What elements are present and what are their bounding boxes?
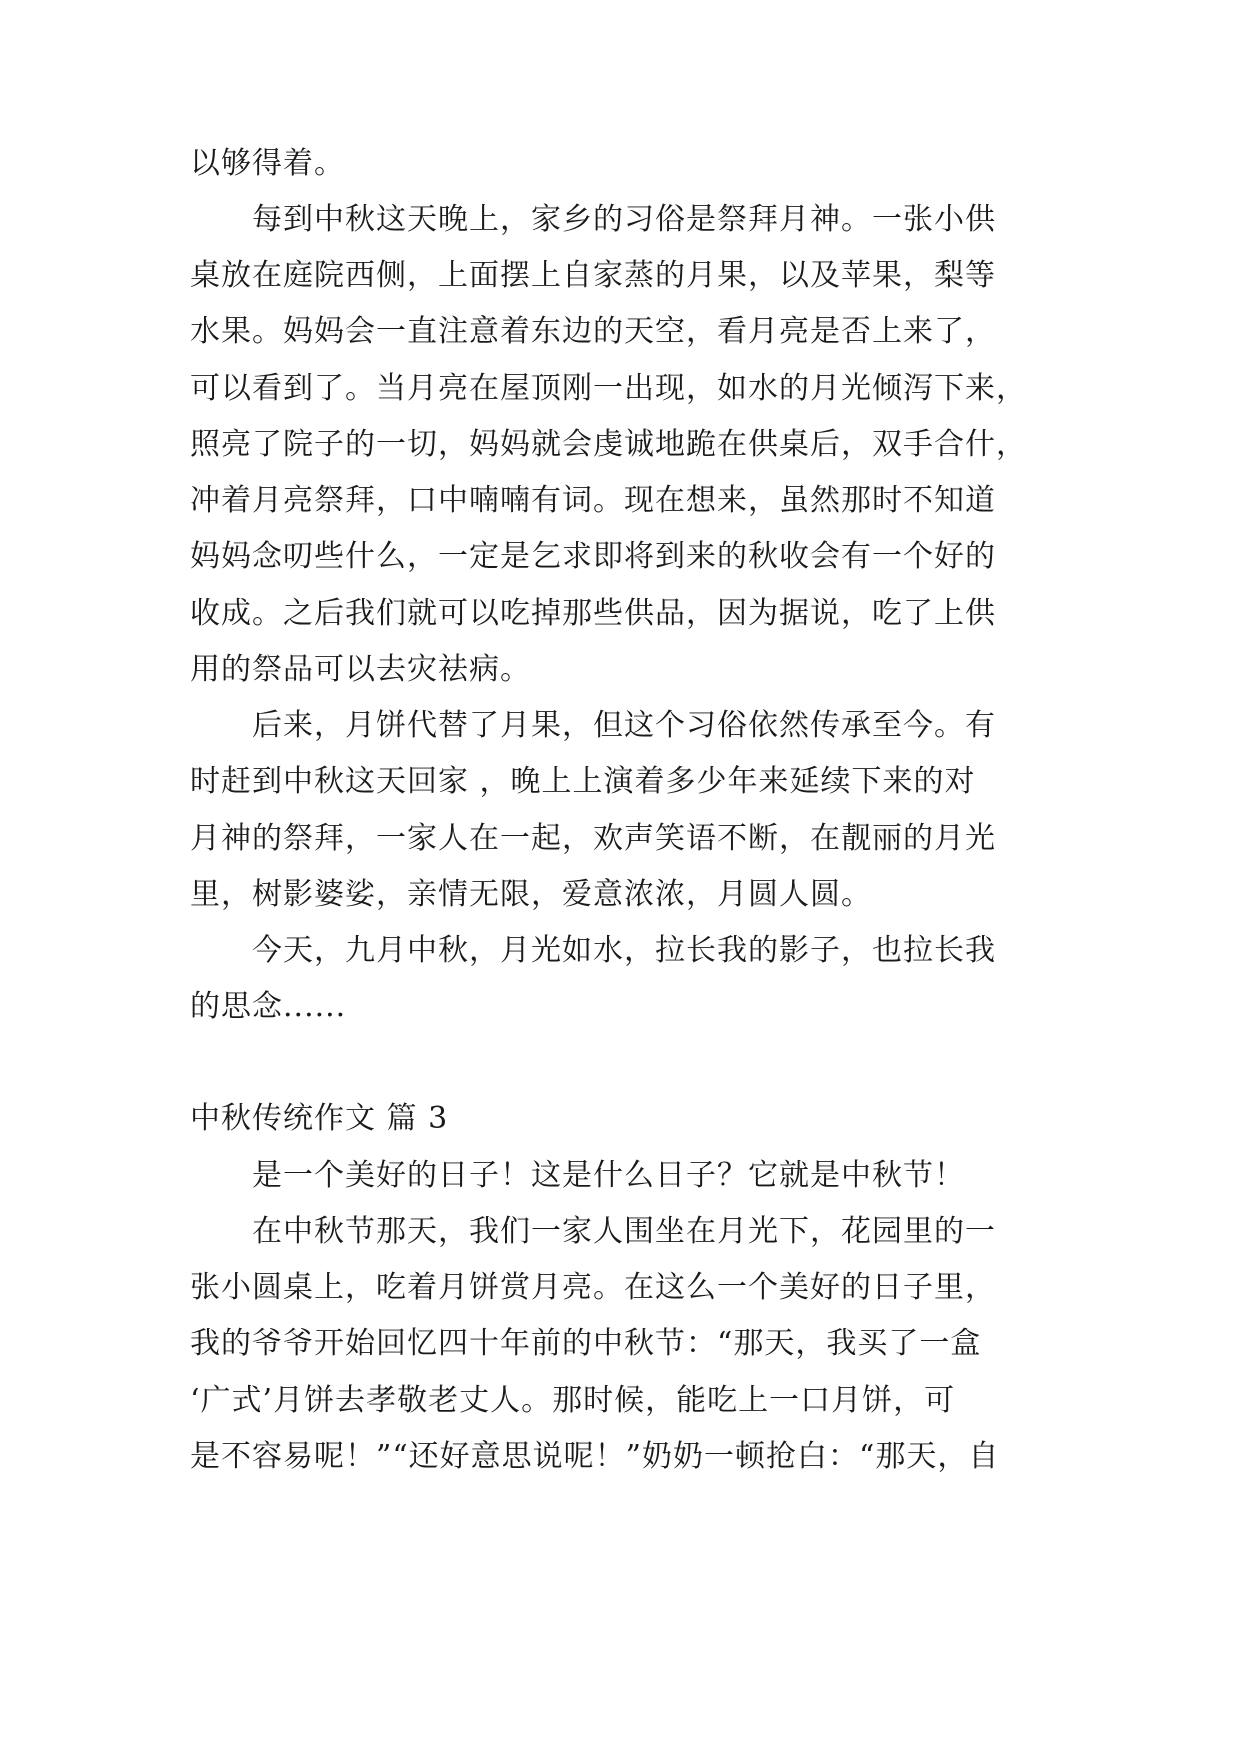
text-line: 桌放在庭院西侧，上面摆上自家蒸的月果，以及苹果，梨等: [190, 258, 996, 293]
text-line: 我的爷爷开始回忆四十年前的中秋节：“那天，我买了一盒: [190, 1326, 982, 1361]
text-line: 里，树影婆娑，亲情无限，爱意浓浓，月圆人圆。: [190, 877, 872, 912]
text-line: 水果。妈妈会一直注意着东边的天空，看月亮是否上来了，: [190, 314, 996, 349]
text-line: 收成。之后我们就可以吃掉那些供品，因为据说，吃了上供: [190, 596, 996, 631]
text-line: 后来，月饼代替了月果，但这个习俗依然传承至今。有: [190, 708, 996, 743]
text-line: 照亮了院子的一切，妈妈就会虔诚地跪在供桌后，双手合什，: [190, 427, 1027, 462]
text-line: 每到中秋这天晚上，家乡的习俗是祭拜月神。一张小供: [190, 202, 996, 237]
text-line: 在中秋节那天，我们一家人围坐在月光下，花园里的一: [190, 1214, 996, 1249]
text-line: 可以看到了。当月亮在屋顶刚一出现，如水的月光倾泻下来，: [190, 371, 1027, 406]
text-line: 时赶到中秋这天回家 ，晚上上演着多少年来延续下来的对: [190, 764, 976, 799]
text-line: ‘广式’月饼去孝敬老丈人。那时候，能吃上一口月饼，可: [190, 1383, 956, 1418]
text-line: 冲着月亮祭拜，口中喃喃有词。现在想来，虽然那时不知道: [190, 483, 996, 518]
text-line: 用的祭品可以去灾祛病。: [190, 652, 531, 687]
text-line: 月神的祭拜，一家人在一起，欢声笑语不断，在靓丽的月光: [190, 821, 996, 856]
text-line: 的思念......: [190, 989, 347, 1024]
text-line: 以够得着。: [190, 146, 345, 181]
text-line: 是一个美好的日子！这是什么日子？它就是中秋节！: [190, 1158, 965, 1193]
text-line: 是不容易呢！”“还好意思说呢！”奶奶一顿抢白：“那天，自: [190, 1439, 1000, 1474]
text-line: 妈妈念叨些什么，一定是乞求即将到来的秋收会有一个好的: [190, 539, 996, 574]
section-heading: 中秋传统作文 篇 3: [190, 1101, 449, 1136]
text-line: 张小圆桌上，吃着月饼赏月亮。在这么一个美好的日子里，: [190, 1270, 996, 1305]
text-line: 今天，九月中秋，月光如水，拉长我的影子，也拉长我: [190, 933, 996, 968]
